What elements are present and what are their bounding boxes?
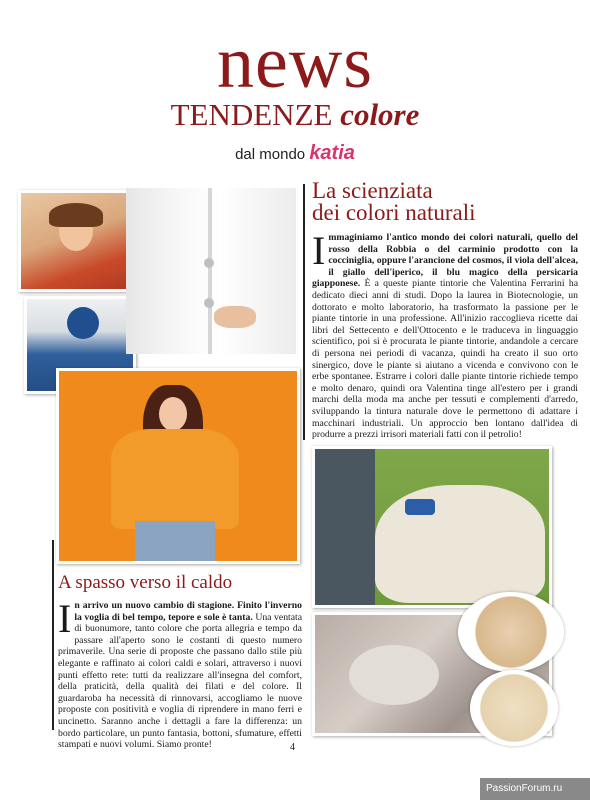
wool-tuft-shape bbox=[349, 645, 439, 705]
tendenze-word: TENDENZE bbox=[170, 97, 333, 132]
article1-lead: mmaginiamo l'antico mondo dei colori naturali, quello del rosso della Robbia o del carminio prodotto con la cocciniglia, oppure l'arancione del cosmos, il viola dell'alcea, il giallo dell'iperico, il blu magico della persicaria giapponese. bbox=[312, 232, 578, 290]
page-number: 4 bbox=[290, 742, 295, 753]
masthead bbox=[0, 22, 590, 165]
watermark-bar bbox=[480, 778, 590, 800]
colore-word: colore bbox=[340, 97, 420, 132]
clipper-shape bbox=[405, 499, 435, 515]
yarn-ball-circle bbox=[470, 670, 558, 746]
article2-lead: n arrivo un nuovo cambio di stagione. Finito l'inverno la voglia di bel tempo, tepore e sole è tanta. bbox=[74, 600, 302, 623]
article1-body bbox=[312, 228, 578, 441]
article2-title: A spasso verso il caldo bbox=[58, 572, 233, 593]
column-rule bbox=[303, 184, 305, 440]
article1-drop-cap: I bbox=[312, 228, 326, 273]
dal-mondo-line bbox=[0, 142, 590, 165]
photo-sheep-shearing bbox=[312, 446, 552, 608]
watermark-text: PassionForum.ru bbox=[486, 783, 563, 794]
photo-smiling-woman bbox=[18, 190, 130, 292]
photo-orange-sweater-woman bbox=[56, 368, 300, 564]
news-title: news bbox=[216, 22, 374, 104]
photo-white-cardigan bbox=[126, 188, 296, 354]
article2-text: Una ventata di buonumore, tanto colore che porta allegria e tempo da passare all'aperto sono le costanti di questo numero primaverile. Una serie di proposte che passano dallo stile più elegante e raffinato ai colori caldi e solari, attraverso i nuovi punti effetto rete: tutti da realizzare all'insegna del comfort, della praticità, della qualità dei filati e del colore. Il guardaroba ha necessità di rinnovarsi, accogliamo le nuove proposte con positività e voglia di riprendere in mano ferri e uncinetto. Saranno anche i dettagli a fare la differenza: un bordo particolare, un punto fantasia, bottoni, sfumature, effetti stampati e nuovi volumi. Siamo pronte! bbox=[58, 611, 303, 751]
column-rule-left bbox=[52, 540, 54, 730]
shearer-arm-shape bbox=[315, 449, 375, 605]
cardigan-button bbox=[204, 258, 214, 268]
katia-logo: katia bbox=[309, 142, 355, 164]
face-shape bbox=[159, 397, 187, 431]
dal-mondo-text: dal mondo bbox=[235, 146, 306, 163]
article2-body bbox=[58, 596, 303, 751]
article1-text: È a queste piante tintorie che Valentina Ferrarini ha dedicato dieci anni di studi. Dopo la laurea in Biotecnologie, un dottorato e molto laboratorio, ha trasformato la passione per le piante tintorie in una professione. All'inizio raccoglieva ricette dai libri del Settecento e dell'Ottocento e le traduceva in linguaggio scientifico, poi si è procurata le piante tintorie, andandole a cercare di persona nei periodi di vacanza, quindi ha creato il suo orto sinergico, dove le piante si aiutano a vicenda e convivono con le erbe spontanee. Estrarre i colori dalle piante tintorie richiede tempo e molto denaro, quindi ora Valentina tinge all'estero per i grandi marchi della moda ma anche per tessuti e complementi d'arredo, sviluppando la tintura naturale dove le permettono di adattare i macchinari industriali. Un approccio ben lontano dall'idea di produrre a prezzi irrisori materiali fatti con il petrolio! bbox=[312, 278, 578, 441]
yarn-ball-shape bbox=[67, 307, 99, 339]
section-title bbox=[0, 98, 590, 132]
hand-shape bbox=[214, 306, 256, 328]
cardigan-placket bbox=[208, 188, 212, 354]
wool-skein-circle bbox=[458, 592, 564, 672]
article1-title bbox=[312, 180, 577, 224]
sweater-shape bbox=[111, 429, 239, 529]
article2-drop-cap: I bbox=[58, 596, 72, 641]
cardigan-button bbox=[204, 298, 214, 308]
wool-fleece-shape bbox=[375, 485, 545, 603]
jeans-shape bbox=[135, 521, 215, 561]
hair-shape bbox=[49, 203, 103, 227]
article1-title-line2: dei colori naturali bbox=[312, 200, 476, 225]
article1-title-line1: La scienziata bbox=[312, 178, 433, 203]
